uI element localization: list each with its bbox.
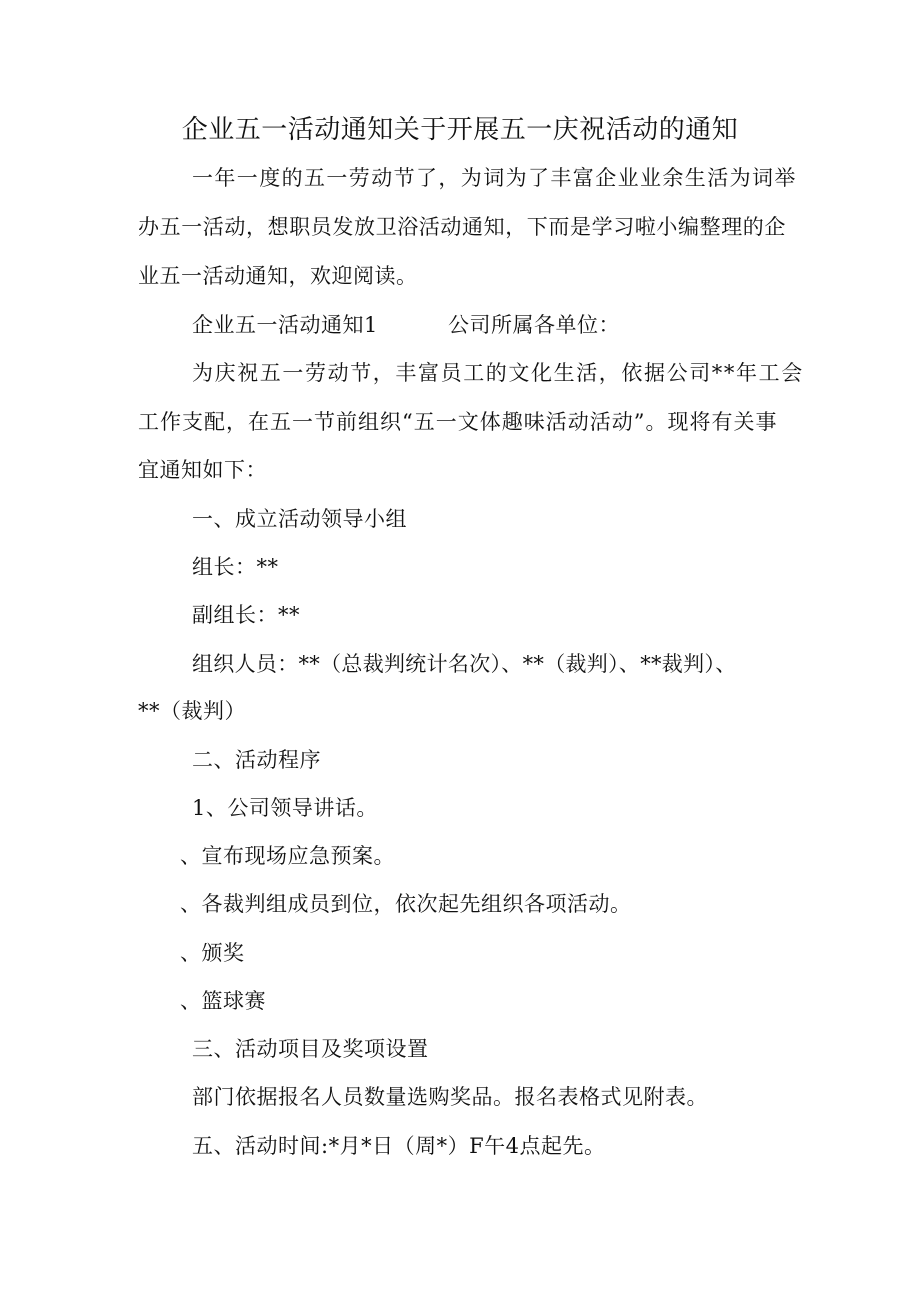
procedure-step: 、篮球赛	[180, 989, 266, 1013]
section1-heading: 一、成立活动领导小组	[192, 507, 407, 531]
addressee: 公司所属各单位：	[448, 313, 620, 337]
procedure-step: 1、公司领导讲话。	[192, 796, 378, 820]
purpose-line-3: 宜通知如下：	[138, 458, 267, 482]
deputy-line: 副组长：**	[192, 603, 300, 627]
organizers-line-1: 组织人员：**（总裁判统计名次）、**（裁判）、**裁判）、	[192, 652, 737, 676]
intro-line-3: 业五一活动通知，欢迎阅读。	[138, 264, 418, 288]
leader-line: 组长：**	[192, 555, 279, 579]
intro-line-2: 办五一活动，想职员发放卫浴活动通知，下而是学习啦小编整理的企	[138, 215, 786, 239]
procedure-step: 、颁奖	[180, 941, 245, 965]
section3-heading: 三、活动项目及奖项设置	[192, 1037, 429, 1061]
document-title: 企业五一活动通知关于开展五一庆祝活动的通知	[181, 115, 739, 145]
section3-body: 部门依据报名人员数量选购奖品。报名表格式见附表。	[192, 1085, 708, 1109]
organizers-line-2: **（裁判）	[138, 699, 246, 723]
procedure-step: 、宣布现场应急预案。	[180, 844, 395, 868]
section2-heading: 二、活动程序	[192, 748, 321, 772]
notice-heading: 企业五一活动通知1	[192, 313, 378, 337]
intro-line-1: 一年一度的五一劳动节了，为词为了丰富企业业余生活为词举	[192, 166, 797, 190]
purpose-line-2: 工作支配，在五一节前组织“五一文体趣味活动活动”。现将有关事	[138, 410, 778, 434]
procedure-step: 、各裁判组成员到位，依次起先组织各项活动。	[180, 892, 632, 916]
section5-body: 五、活动时间:*月*日（周*）F午4点起先。	[192, 1134, 606, 1158]
purpose-line-1: 为庆祝五一劳动节，丰富员工的文化生活，依据公司**年工会	[192, 361, 804, 385]
